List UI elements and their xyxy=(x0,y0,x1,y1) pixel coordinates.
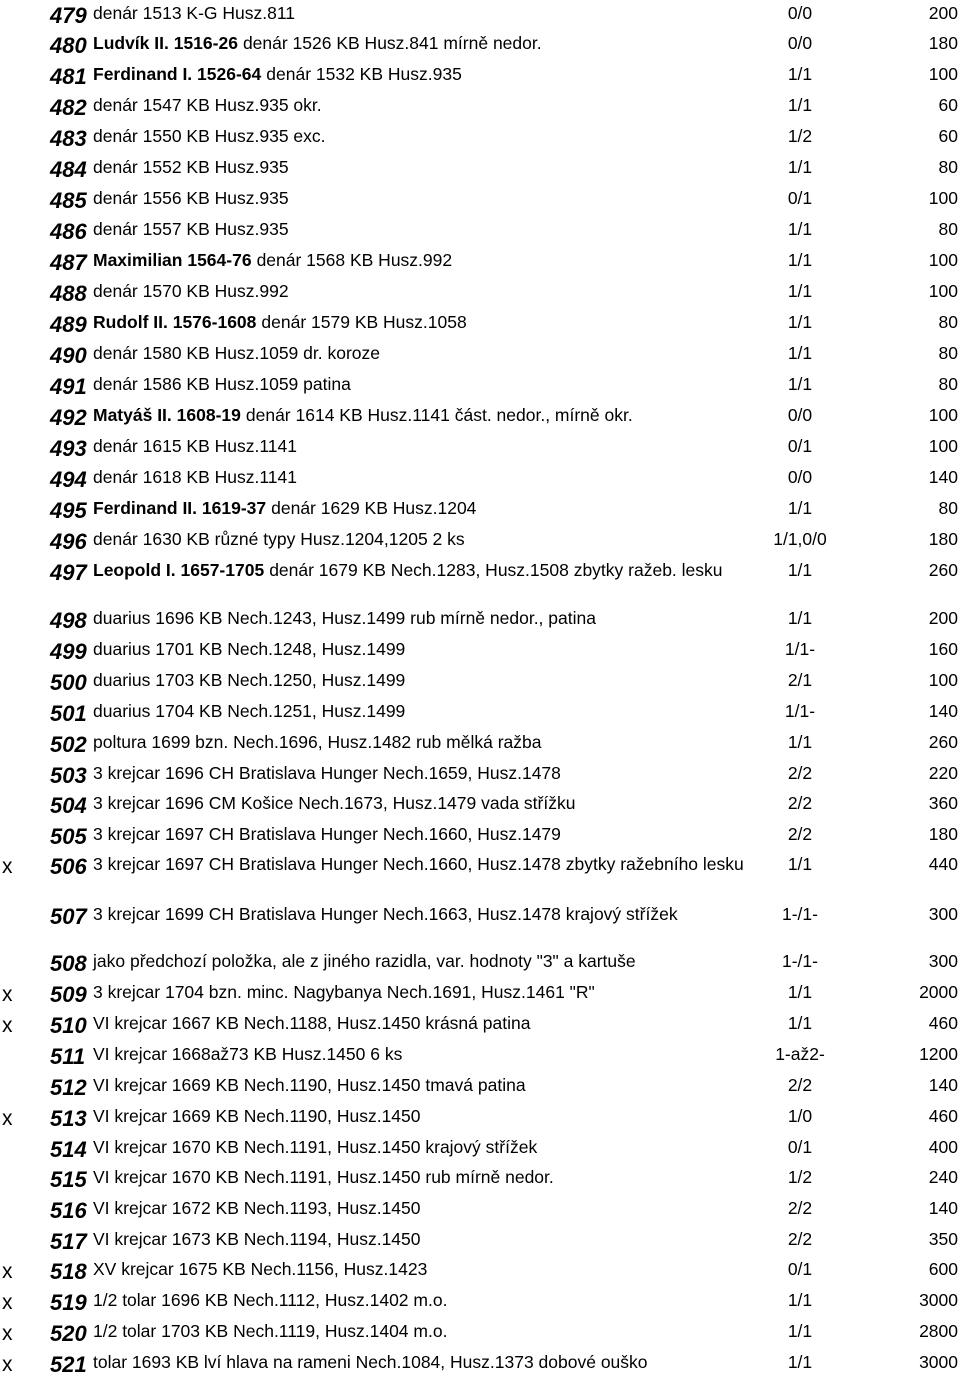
lot-description xyxy=(93,94,753,116)
lot-description xyxy=(93,280,753,302)
lot-description xyxy=(93,669,753,691)
lot-price: 60 xyxy=(938,126,958,146)
lot-grade: 2/2 xyxy=(787,824,813,844)
lot-price: 200 xyxy=(928,3,958,23)
coin-text: denár 1629 KB Husz.1204 xyxy=(271,498,477,518)
catalog-row xyxy=(0,526,960,556)
lot-number: 480 xyxy=(50,33,87,58)
lot-price: 3000 xyxy=(919,1290,958,1310)
lot-price: 100 xyxy=(928,281,958,301)
lot-description xyxy=(93,125,753,147)
lot-number: 512 xyxy=(50,1075,87,1100)
catalog-row xyxy=(0,790,960,820)
lot-grade: 1/2 xyxy=(787,1167,813,1187)
selection-mark: x xyxy=(2,1107,13,1130)
lot-grade: 1/1 xyxy=(787,157,813,177)
coin-text: denár 1618 KB Husz.1141 xyxy=(93,467,297,487)
lot-price: 350 xyxy=(928,1229,958,1249)
lot-grade: 1/1 xyxy=(787,498,813,518)
catalog-row xyxy=(0,61,960,91)
lot-number: 487 xyxy=(50,250,87,275)
catalog-row xyxy=(0,1195,960,1225)
coin-text: 1/2 tolar 1703 KB Nech.1119, Husz.1404 m.o. xyxy=(93,1321,448,1341)
lot-number: 495 xyxy=(50,498,87,523)
catalog-row xyxy=(0,667,960,697)
catalog-row xyxy=(0,154,960,184)
catalog-row xyxy=(0,0,960,30)
catalog-row xyxy=(0,1041,960,1071)
lot-description xyxy=(93,981,753,1003)
lot-grade: 0/0 xyxy=(787,405,813,425)
coin-text: 3 krejcar 1699 CH Bratislava Hunger Nech.1663, Husz.1478 krajový střížek xyxy=(93,904,678,924)
lot-price: 260 xyxy=(928,732,958,752)
lot-price: 100 xyxy=(928,405,958,425)
lot-grade: 1-/1- xyxy=(782,904,818,924)
lot-number: 518 xyxy=(50,1259,87,1284)
lot-price: 180 xyxy=(928,33,958,53)
lot-grade: 0/1 xyxy=(787,188,813,208)
lot-description xyxy=(93,792,753,814)
lot-grade: 1-/1- xyxy=(782,951,818,971)
coin-text: VI krejcar 1670 KB Nech.1191, Husz.1450 krajový střížek xyxy=(93,1137,538,1157)
selection-mark: x xyxy=(2,1322,13,1345)
lot-grade: 2/2 xyxy=(787,1075,813,1095)
lot-price: 80 xyxy=(938,312,958,332)
lot-description xyxy=(93,762,753,784)
catalog-row xyxy=(0,309,960,339)
catalog-row xyxy=(0,1318,960,1348)
lot-price: 2000 xyxy=(919,982,958,1002)
catalog-row xyxy=(0,371,960,401)
lot-number: 499 xyxy=(50,639,87,664)
coin-text: 1/2 tolar 1696 KB Nech.1112, Husz.1402 m.o. xyxy=(93,1290,448,1310)
lot-number: 508 xyxy=(50,951,87,976)
lot-description xyxy=(93,373,753,395)
lot-description xyxy=(93,187,753,209)
lot-grade: 1/2 xyxy=(787,126,813,146)
lot-description xyxy=(93,218,753,240)
lot-number: 505 xyxy=(50,824,87,849)
lot-price: 180 xyxy=(928,529,958,549)
selection-mark: x xyxy=(2,1014,13,1037)
lot-grade: 1/1 xyxy=(787,608,813,628)
coin-text: duarius 1701 KB Nech.1248, Husz.1499 xyxy=(93,639,406,659)
coin-text: denár 1526 KB Husz.841 mírně nedor. xyxy=(242,33,542,53)
lot-grade: 1/1 xyxy=(787,560,813,580)
coin-text: denár 1550 KB Husz.935 exc. xyxy=(93,126,326,146)
catalog-row xyxy=(0,760,960,790)
selection-mark: x xyxy=(2,983,13,1006)
catalog-row xyxy=(0,92,960,122)
coin-text: 3 krejcar 1696 CH Bratislava Hunger Nech.1659, Husz.1478 xyxy=(93,763,561,783)
lot-price: 160 xyxy=(928,639,958,659)
lot-number: 520 xyxy=(50,1321,87,1346)
lot-price: 220 xyxy=(928,763,958,783)
lot-grade: 2/2 xyxy=(787,1198,813,1218)
lot-number: 488 xyxy=(50,281,87,306)
catalog-row xyxy=(0,1103,960,1133)
coin-text: denár 1552 KB Husz.935 xyxy=(93,157,289,177)
lot-description xyxy=(93,249,753,271)
lot-description xyxy=(93,638,753,660)
lot-description xyxy=(93,700,753,722)
lot-grade: 1/1 xyxy=(787,982,813,1002)
catalog-row xyxy=(0,901,960,931)
lot-description xyxy=(93,404,753,426)
lot-number: 516 xyxy=(50,1198,87,1223)
lot-price: 80 xyxy=(938,343,958,363)
selection-mark: x xyxy=(2,1260,13,1283)
lot-number: 491 xyxy=(50,374,87,399)
lot-grade: 1/1 xyxy=(787,250,813,270)
lot-number: 479 xyxy=(50,3,87,28)
lot-number: 521 xyxy=(50,1352,87,1377)
lot-grade: 1-až2- xyxy=(775,1044,825,1064)
lot-grade: 2/1 xyxy=(787,670,813,690)
lot-description xyxy=(93,950,753,972)
lot-description xyxy=(93,731,753,753)
lot-price: 60 xyxy=(938,95,958,115)
lot-description xyxy=(93,497,753,519)
lot-price: 600 xyxy=(928,1259,958,1279)
ruler-name: Ferdinand II. 1619-37 xyxy=(93,498,267,518)
lot-price: 100 xyxy=(928,64,958,84)
lot-price: 100 xyxy=(928,670,958,690)
lot-grade: 1/1 xyxy=(787,1290,813,1310)
catalog-row xyxy=(0,30,960,60)
lot-description xyxy=(93,1228,753,1250)
lot-grade: 1/1 xyxy=(787,281,813,301)
catalog-row xyxy=(0,1256,960,1286)
lot-price: 180 xyxy=(928,824,958,844)
lot-price: 140 xyxy=(928,1075,958,1095)
catalog-row xyxy=(0,495,960,525)
lot-price: 460 xyxy=(928,1106,958,1126)
coin-text: denár 1580 KB Husz.1059 dr. koroze xyxy=(93,343,380,363)
lot-number: 483 xyxy=(50,126,87,151)
lot-price: 100 xyxy=(928,436,958,456)
lot-price: 140 xyxy=(928,701,958,721)
lot-price: 1200 xyxy=(919,1044,958,1064)
lot-description xyxy=(93,342,753,364)
lot-number: 500 xyxy=(50,670,87,695)
catalog-row xyxy=(0,464,960,494)
catalog-row xyxy=(0,605,960,635)
lot-price: 360 xyxy=(928,793,958,813)
selection-mark: x xyxy=(2,1291,13,1314)
catalog-row xyxy=(0,278,960,308)
ruler-name: Maximilian 1564-76 xyxy=(93,250,252,270)
lot-number: 489 xyxy=(50,312,87,337)
lot-number: 484 xyxy=(50,157,87,182)
lot-number: 511 xyxy=(50,1044,86,1069)
catalog-row xyxy=(0,979,960,1009)
coin-text: denár 1513 K-G Husz.811 xyxy=(93,3,296,23)
lot-number: 497 xyxy=(50,560,87,585)
coin-text: 3 krejcar 1697 CH Bratislava Hunger Nech.1660, Husz.1479 xyxy=(93,824,561,844)
coin-text: denár 1556 KB Husz.935 xyxy=(93,188,289,208)
lot-number: 504 xyxy=(50,793,87,818)
ruler-name: Leopold I. 1657-1705 xyxy=(93,560,265,580)
lot-description xyxy=(93,311,753,333)
lot-price: 3000 xyxy=(919,1352,958,1372)
lot-grade: 1/1 xyxy=(787,219,813,239)
lot-grade: 1/1,0/0 xyxy=(773,529,827,549)
lot-number: 482 xyxy=(50,95,87,120)
lot-number: 513 xyxy=(50,1106,87,1131)
lot-grade: 1/1 xyxy=(787,732,813,752)
catalog-row xyxy=(0,1010,960,1040)
coin-text: 3 krejcar 1697 CH Bratislava Hunger Nech.1660, Husz.1478 zbytky ražebního lesku xyxy=(93,854,744,874)
lot-description xyxy=(93,903,753,925)
catalog-row xyxy=(0,821,960,851)
coin-text: 3 krejcar 1704 bzn. minc. Nagybanya Nech.1691, Husz.1461 "R" xyxy=(93,982,595,1002)
catalog-row xyxy=(0,1072,960,1102)
lot-number: 485 xyxy=(50,188,87,213)
lot-description xyxy=(93,1074,753,1096)
lot-number: 481 xyxy=(50,64,87,89)
lot-number: 514 xyxy=(50,1137,87,1162)
coin-text: denár 1547 KB Husz.935 okr. xyxy=(93,95,322,115)
lot-number: 498 xyxy=(50,608,87,633)
catalog-row xyxy=(0,433,960,463)
lot-description xyxy=(93,1012,753,1034)
lot-price: 300 xyxy=(928,904,958,924)
coin-text: 3 krejcar 1696 CM Košice Nech.1673, Husz.1479 vada střížku xyxy=(93,793,576,813)
catalog-row xyxy=(0,557,960,587)
catalog-row xyxy=(0,698,960,728)
lot-price: 80 xyxy=(938,498,958,518)
lot-grade: 0/0 xyxy=(787,467,813,487)
lot-description xyxy=(93,156,753,178)
lot-description xyxy=(93,435,753,457)
lot-description xyxy=(93,528,753,550)
lot-grade: 1/1 xyxy=(787,64,813,84)
lot-number: 503 xyxy=(50,763,87,788)
coin-text: VI krejcar 1672 KB Nech.1193, Husz.1450 xyxy=(93,1198,421,1218)
coin-text: duarius 1696 KB Nech.1243, Husz.1499 rub mírně nedor., patina xyxy=(93,608,596,628)
lot-price: 140 xyxy=(928,1198,958,1218)
catalog-row xyxy=(0,1226,960,1256)
lot-description xyxy=(93,1197,753,1219)
ruler-name: Ludvík II. 1516-26 xyxy=(93,33,238,53)
lot-description xyxy=(93,1258,753,1280)
coin-text: denár 1557 KB Husz.935 xyxy=(93,219,289,239)
catalog-row xyxy=(0,185,960,215)
coin-text: VI krejcar 1668až73 KB Husz.1450 6 ks xyxy=(93,1044,403,1064)
lot-description xyxy=(93,559,753,581)
lot-grade: 1/1 xyxy=(787,1321,813,1341)
catalog-row xyxy=(0,123,960,153)
lot-description xyxy=(93,63,753,85)
catalog-row xyxy=(0,340,960,370)
catalog-row xyxy=(0,1164,960,1194)
lot-grade: 1/1 xyxy=(787,1352,813,1372)
lot-grade: 1/1 xyxy=(787,374,813,394)
coin-text: denár 1568 KB Husz.992 xyxy=(256,250,453,270)
coin-text: XV krejcar 1675 KB Nech.1156, Husz.1423 xyxy=(93,1259,428,1279)
lot-grade: 1/1 xyxy=(787,1013,813,1033)
catalog-row xyxy=(0,729,960,759)
catalog-row xyxy=(0,216,960,246)
coin-text: duarius 1703 KB Nech.1250, Husz.1499 xyxy=(93,670,406,690)
lot-description xyxy=(93,1043,753,1065)
lot-description xyxy=(93,1289,753,1311)
coin-text: VI krejcar 1669 KB Nech.1190, Husz.1450 xyxy=(93,1106,421,1126)
lot-price: 2800 xyxy=(919,1321,958,1341)
catalog-row xyxy=(0,247,960,277)
lot-price: 240 xyxy=(928,1167,958,1187)
lot-number: 492 xyxy=(50,405,87,430)
lot-price: 80 xyxy=(938,157,958,177)
lot-description xyxy=(93,607,753,629)
coin-text: denár 1579 KB Husz.1058 xyxy=(261,312,467,332)
coin-text: denár 1586 KB Husz.1059 patina xyxy=(93,374,351,394)
coin-text: VI krejcar 1670 KB Nech.1191, Husz.1450 rub mírně nedor. xyxy=(93,1167,554,1187)
lot-number: 502 xyxy=(50,732,87,757)
coin-text: denár 1570 KB Husz.992 xyxy=(93,281,289,301)
catalog-row xyxy=(0,636,960,666)
lot-description xyxy=(93,2,753,24)
lot-number: 507 xyxy=(50,904,87,929)
lot-grade: 2/2 xyxy=(787,1229,813,1249)
lot-number: 506 xyxy=(50,854,87,879)
selection-mark: x xyxy=(2,855,13,878)
lot-price: 140 xyxy=(928,467,958,487)
lot-description xyxy=(93,1136,753,1158)
lot-grade: 1/1- xyxy=(784,701,816,721)
lot-grade: 1/1 xyxy=(787,854,813,874)
coin-text: duarius 1704 KB Nech.1251, Husz.1499 xyxy=(93,701,406,721)
lot-grade: 1/1 xyxy=(787,95,813,115)
catalog-row xyxy=(0,1287,960,1317)
lot-number: 496 xyxy=(50,529,87,554)
lot-grade: 0/1 xyxy=(787,1137,813,1157)
lot-price: 260 xyxy=(928,560,958,580)
lot-price: 100 xyxy=(928,188,958,208)
coin-text: denár 1679 KB Nech.1283, Husz.1508 zbytky ražeb. lesku xyxy=(269,560,723,580)
ruler-name: Matyáš II. 1608-19 xyxy=(93,405,241,425)
lot-description xyxy=(93,1166,753,1188)
lot-price: 400 xyxy=(928,1137,958,1157)
catalog-row xyxy=(0,402,960,432)
lot-grade: 1/1- xyxy=(784,639,816,659)
lot-grade: 1/1 xyxy=(787,343,813,363)
catalog-row xyxy=(0,1134,960,1164)
coin-text: poltura 1699 bzn. Nech.1696, Husz.1482 rub mělká ražba xyxy=(93,732,542,752)
lot-description xyxy=(93,1351,753,1373)
selection-mark: x xyxy=(2,1353,13,1376)
lot-number: 490 xyxy=(50,343,87,368)
lot-description xyxy=(93,823,753,845)
coin-text: jako předchozí položka, ale z jiného razidla, var. hodnoty "3" a kartuše xyxy=(93,951,636,971)
lot-number: 493 xyxy=(50,436,87,461)
lot-price: 80 xyxy=(938,219,958,239)
catalog-row xyxy=(0,851,960,881)
lot-grade: 0/1 xyxy=(787,1259,813,1279)
lot-description xyxy=(93,466,753,488)
lot-number: 509 xyxy=(50,982,87,1007)
lot-price: 200 xyxy=(928,608,958,628)
lot-price: 100 xyxy=(928,250,958,270)
coin-text: denár 1630 KB různé typy Husz.1204,1205 2 ks xyxy=(93,529,465,549)
catalog-row xyxy=(0,948,960,978)
lot-grade: 1/0 xyxy=(787,1106,813,1126)
lot-grade: 0/0 xyxy=(787,33,813,53)
lot-description xyxy=(93,1320,753,1342)
coin-text: VI krejcar 1667 KB Nech.1188, Husz.1450 krásná patina xyxy=(93,1013,531,1033)
lot-number: 510 xyxy=(50,1013,87,1038)
lot-description xyxy=(93,1105,753,1127)
coin-text: denár 1615 KB Husz.1141 xyxy=(93,436,297,456)
coin-text: VI krejcar 1673 KB Nech.1194, Husz.1450 xyxy=(93,1229,421,1249)
lot-number: 515 xyxy=(50,1167,87,1192)
lot-grade: 1/1 xyxy=(787,312,813,332)
lot-grade: 0/1 xyxy=(787,436,813,456)
catalog-row xyxy=(0,1349,960,1379)
lot-number: 517 xyxy=(50,1229,87,1254)
lot-price: 300 xyxy=(928,951,958,971)
lot-price: 460 xyxy=(928,1013,958,1033)
lot-number: 494 xyxy=(50,467,87,492)
lot-number: 519 xyxy=(50,1290,87,1315)
coin-text: denár 1532 KB Husz.935 xyxy=(266,64,462,84)
coin-text: denár 1614 KB Husz.1141 část. nedor., mírně okr. xyxy=(245,405,633,425)
ruler-name: Ferdinand I. 1526-64 xyxy=(93,64,262,84)
coin-text: tolar 1693 KB lví hlava na rameni Nech.1084, Husz.1373 dobové ouško xyxy=(93,1352,648,1372)
lot-price: 440 xyxy=(928,854,958,874)
lot-description xyxy=(93,853,753,875)
lot-price: 80 xyxy=(938,374,958,394)
lot-grade: 0/0 xyxy=(787,3,813,23)
lot-number: 486 xyxy=(50,219,87,244)
coin-text: VI krejcar 1669 KB Nech.1190, Husz.1450 tmavá patina xyxy=(93,1075,526,1095)
lot-grade: 2/2 xyxy=(787,763,813,783)
lot-number: 501 xyxy=(50,701,87,726)
ruler-name: Rudolf II. 1576-1608 xyxy=(93,312,257,332)
lot-grade: 2/2 xyxy=(787,793,813,813)
lot-description xyxy=(93,32,753,54)
